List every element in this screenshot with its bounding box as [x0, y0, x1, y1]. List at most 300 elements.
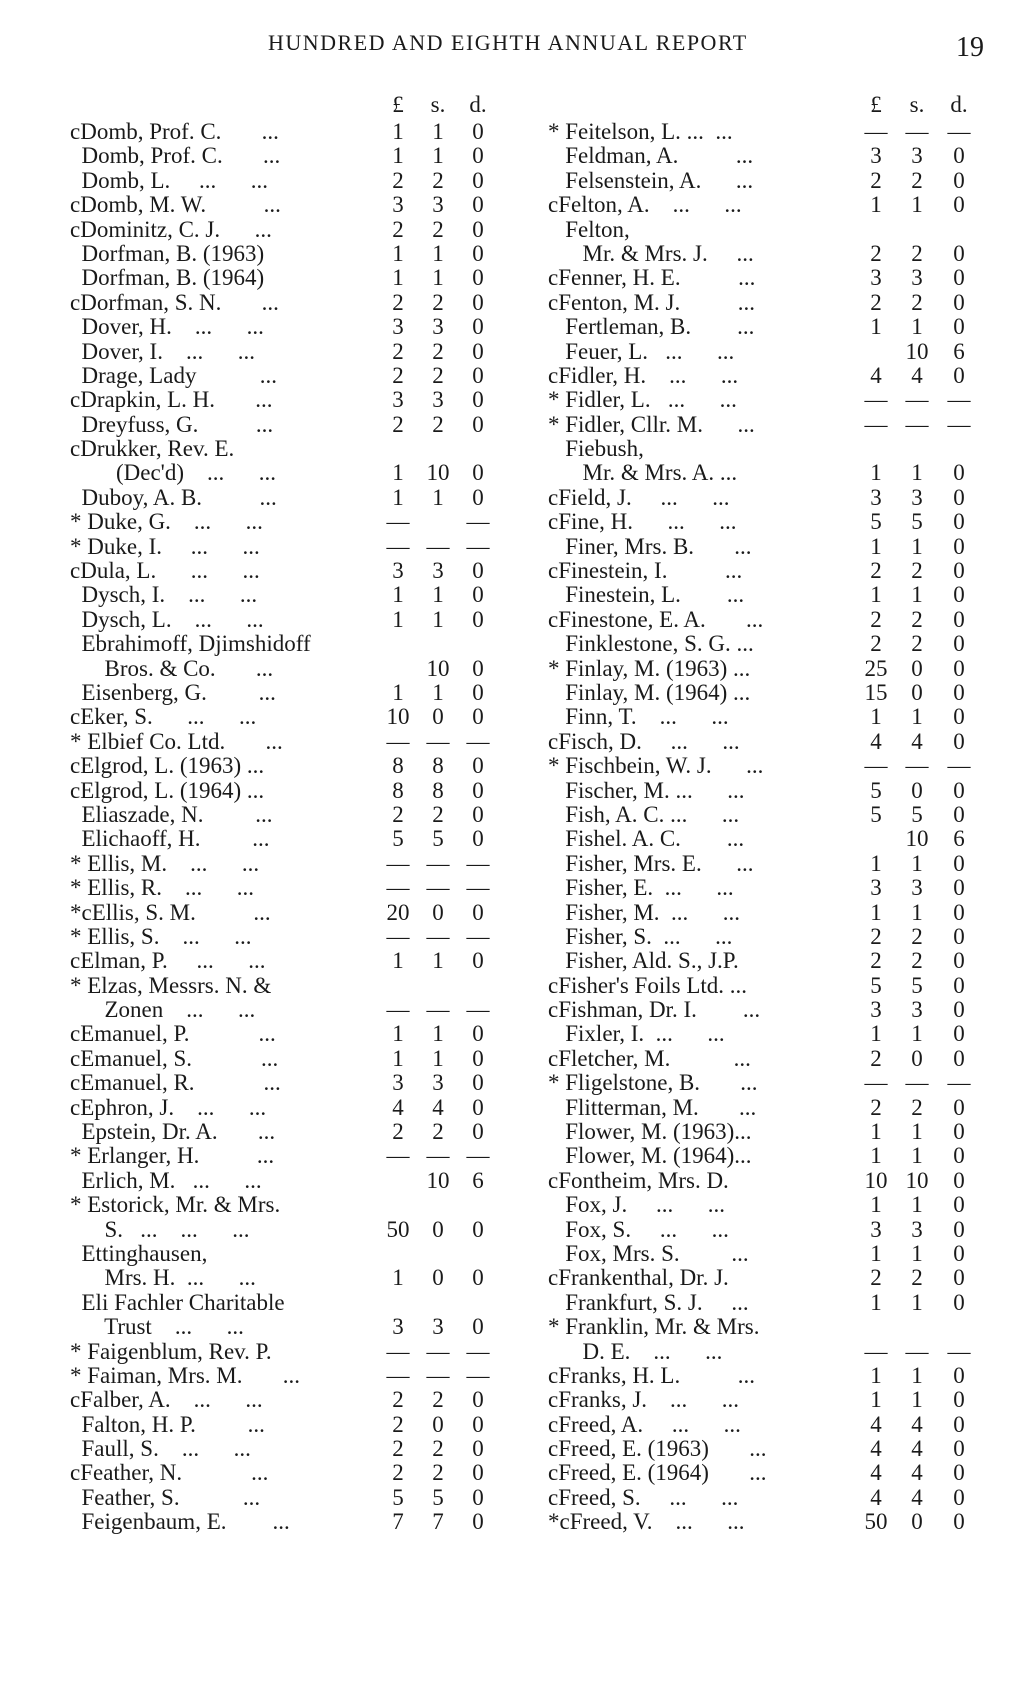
entry-name: Finestein, L. ... [548, 582, 745, 608]
list-item [548, 169, 998, 193]
list-item [548, 730, 998, 754]
list-item [548, 705, 998, 729]
entry-name: cElman, P. ... ... [70, 948, 266, 974]
entry-name: cFontheim, Mrs. D. [548, 1167, 729, 1193]
pounds-value: 2 [392, 1436, 404, 1462]
entry-name: Fox, S. ... ... [548, 1216, 729, 1242]
list-item [548, 632, 998, 656]
pence-value: 0 [953, 509, 965, 535]
shillings-value: 1 [432, 1021, 444, 1047]
shillings-heading: s. [909, 92, 925, 117]
list-item [70, 120, 510, 144]
pounds-value: 2 [392, 1411, 404, 1437]
shillings-value: 2 [432, 362, 444, 388]
entry-name: cFenner, H. E. ... [548, 265, 756, 291]
shillings-value: 5 [432, 826, 444, 852]
list-item [70, 315, 510, 339]
entry-name: cFreed, E. (1963) ... [548, 1436, 767, 1462]
entry-name: Ettinghausen, [70, 1240, 208, 1266]
shillings-value: 4 [432, 1094, 444, 1120]
entry-name: cEmanuel, S. ... [70, 1045, 279, 1071]
list-item [548, 754, 998, 778]
list-item [70, 1169, 510, 1193]
pence-value: 0 [472, 240, 484, 266]
entry-name: cDrapkin, L. H. ... [70, 387, 273, 413]
entry-name: Dorfman, B. (1964) [70, 265, 265, 291]
list-item [548, 681, 998, 705]
list-item [548, 437, 998, 461]
list-item [548, 1120, 998, 1144]
list-item [548, 925, 998, 949]
shillings-value: 8 [432, 777, 444, 803]
shillings-value: 1 [432, 948, 444, 974]
pence-value: 0 [953, 362, 965, 388]
entry-name: Felton, [548, 216, 630, 242]
pounds-value: 2 [870, 948, 882, 974]
pence-value: — [466, 1143, 490, 1169]
pence-value: 0 [472, 777, 484, 803]
entry-name: (Dec'd) ... ... [70, 460, 276, 486]
pounds-value: 2 [392, 338, 404, 364]
entry-name: cDomb, M. W. ... [70, 192, 281, 218]
list-item [70, 827, 510, 851]
entry-name: cDominitz, C. J. ... [70, 216, 272, 242]
entry-name: Flower, M. (1964)... [548, 1143, 752, 1169]
pence-value: 0 [472, 216, 484, 242]
list-item [548, 852, 998, 876]
pence-value: 0 [953, 1387, 965, 1413]
pence-value: 0 [472, 1216, 484, 1242]
list-item [548, 657, 998, 681]
entry-name: Eisenberg, G. ... [70, 679, 276, 705]
pounds-value: 2 [392, 167, 404, 193]
entry-name: cFranks, J. ... ... [548, 1387, 740, 1413]
entry-name: Frankfurt, S. J. ... [548, 1289, 749, 1315]
left-column [70, 92, 510, 1535]
shillings-value: 7 [432, 1509, 444, 1535]
pounds-value: 4 [870, 1436, 882, 1462]
pounds-value: — [386, 850, 410, 876]
pence-value: 0 [472, 484, 484, 510]
pence-value: 0 [953, 1484, 965, 1510]
shillings-value: 10 [905, 338, 929, 364]
list-item [70, 925, 510, 949]
entry-name: cFrankenthal, Dr. J. [548, 1265, 729, 1291]
entry-name: * Fidler, L. ... ... [548, 387, 737, 413]
shillings-value: 4 [911, 1460, 923, 1486]
money-header [70, 92, 510, 116]
list-item [548, 1437, 998, 1461]
entry-name: Ebrahimoff, Djimshidoff [70, 631, 311, 657]
list-item [70, 1242, 510, 1266]
list-item [548, 1169, 998, 1193]
list-item [548, 1510, 998, 1534]
pounds-value: — [864, 753, 888, 779]
pence-value: — [466, 923, 490, 949]
pence-value: 0 [953, 240, 965, 266]
pounds-value: 5 [870, 777, 882, 803]
entry-name: Domb, Prof. C. ... [70, 143, 281, 169]
pence-value: 0 [953, 1289, 965, 1315]
shillings-value: 2 [911, 167, 923, 193]
entry-name: Zonen ... ... [70, 997, 256, 1023]
shillings-value: 2 [432, 216, 444, 242]
shillings-value: — [905, 1338, 929, 1364]
pounds-value: 2 [870, 1265, 882, 1291]
pounds-value: 3 [870, 875, 882, 901]
list-item [70, 876, 510, 900]
pence-value: 0 [472, 289, 484, 315]
list-item [70, 461, 510, 485]
pence-value: 0 [472, 167, 484, 193]
pounds-value: 4 [870, 728, 882, 754]
pence-value: 0 [472, 1509, 484, 1535]
shillings-value: 2 [432, 1119, 444, 1145]
entry-name: cElgrod, L. (1963) ... [70, 753, 265, 779]
pence-value: 0 [953, 1362, 965, 1388]
list-item [548, 144, 998, 168]
entry-name: cFidler, H. ... ... [548, 362, 739, 388]
entry-name: cEker, S. ... ... [70, 704, 257, 730]
pence-value: — [947, 1070, 971, 1096]
list-item [70, 388, 510, 412]
entry-name: Faull, S. ... ... [70, 1436, 251, 1462]
pence-value: — [466, 1338, 490, 1364]
entry-name: cEphron, J. ... ... [70, 1094, 267, 1120]
list-item [70, 144, 510, 168]
entry-name: Elichaoff, H. ... [70, 826, 270, 852]
list-item [70, 242, 510, 266]
pence-value: 0 [472, 314, 484, 340]
list-item [70, 779, 510, 803]
pence-value: 0 [953, 850, 965, 876]
pence-value: 0 [472, 899, 484, 925]
pence-value: 0 [953, 899, 965, 925]
entry-name: Fox, Mrs. S. ... [548, 1240, 749, 1266]
pounds-value: 5 [870, 801, 882, 827]
shillings-value: 1 [911, 192, 923, 218]
pounds-value: 3 [392, 314, 404, 340]
pence-value: — [466, 997, 490, 1023]
entry-name: Flower, M. (1963)... [548, 1119, 752, 1145]
entry-name: cFalber, A. ... ... [70, 1387, 263, 1413]
pounds-value: 2 [392, 1387, 404, 1413]
pounds-value: 50 [864, 1509, 888, 1535]
entry-name: cDula, L. ... ... [70, 558, 260, 584]
entry-name: Drage, Lady ... [70, 362, 277, 388]
pounds-value: 2 [870, 240, 882, 266]
pounds-value: 2 [392, 362, 404, 388]
shillings-value: 2 [432, 1387, 444, 1413]
shillings-value: 1 [911, 1387, 923, 1413]
entry-name: cDrukker, Rev. E. [70, 436, 235, 462]
entry-name: cFisch, D. ... ... [548, 728, 740, 754]
pence-value: 0 [953, 1411, 965, 1437]
list-item [70, 730, 510, 754]
list-item [548, 1413, 998, 1437]
pence-value: 0 [953, 1436, 965, 1462]
shillings-value: 5 [911, 972, 923, 998]
pence-value: 0 [953, 777, 965, 803]
shillings-value: 1 [911, 899, 923, 925]
entry-name: Erlich, M. ... ... [70, 1167, 262, 1193]
shillings-value: 1 [911, 1192, 923, 1218]
pounds-value: 2 [392, 1119, 404, 1145]
shillings-value: — [426, 997, 450, 1023]
list-item [548, 291, 998, 315]
list-item [70, 583, 510, 607]
list-item [548, 364, 998, 388]
entry-name: Finn, T. ... ... [548, 704, 729, 730]
pounds-value: 1 [392, 265, 404, 291]
shillings-value: 2 [911, 631, 923, 657]
pence-value: 0 [953, 1045, 965, 1071]
shillings-value: 3 [911, 997, 923, 1023]
pounds-value: 1 [870, 192, 882, 218]
list-item [70, 535, 510, 559]
shillings-value: 10 [905, 826, 929, 852]
shillings-value: 0 [911, 679, 923, 705]
entry-name: Feigenbaum, E. ... [70, 1509, 290, 1535]
entry-name: Trust ... ... [70, 1314, 244, 1340]
entry-name: * Elzas, Messrs. N. & [70, 972, 272, 998]
entry-name: Dover, I. ... ... [70, 338, 255, 364]
entry-name: * Feitelson, L. ... ... [548, 119, 733, 144]
shillings-value: 3 [432, 558, 444, 584]
pence-value: 0 [953, 679, 965, 705]
entry-name: cFreed, S. ... ... [548, 1484, 739, 1510]
list-item [548, 876, 998, 900]
pounds-value: 50 [386, 1216, 410, 1242]
entry-name: cFenton, M. J. ... [548, 289, 755, 315]
list-item [548, 949, 998, 973]
pounds-value: — [386, 875, 410, 901]
shillings-value: 2 [432, 289, 444, 315]
shillings-value: 1 [911, 460, 923, 486]
entry-name: Dorfman, B. (1963) [70, 240, 265, 266]
pence-value: 0 [953, 1240, 965, 1266]
list-item [548, 1022, 998, 1046]
pounds-value: 2 [870, 631, 882, 657]
pence-value: 0 [953, 875, 965, 901]
entry-name: cEmanuel, R. ... [70, 1070, 281, 1096]
list-item [548, 559, 998, 583]
pounds-value: 1 [392, 606, 404, 632]
pence-value: 0 [953, 1021, 965, 1047]
pounds-value: 4 [870, 1460, 882, 1486]
shillings-value: — [426, 533, 450, 559]
pence-value: 0 [953, 167, 965, 193]
list-item [548, 1486, 998, 1510]
entry-name: Fish, A. C. ... ... [548, 801, 740, 827]
shillings-value: — [905, 753, 929, 779]
pence-value: 0 [953, 533, 965, 559]
shillings-value: 1 [911, 704, 923, 730]
pence-value: 0 [953, 948, 965, 974]
shillings-value: 2 [911, 948, 923, 974]
pounds-value: 2 [392, 801, 404, 827]
list-item [548, 1071, 998, 1095]
shillings-value: 0 [911, 1045, 923, 1071]
pence-value: 6 [472, 1167, 484, 1193]
pence-value: 0 [472, 192, 484, 218]
pence-value: 6 [953, 338, 965, 364]
pence-value: 0 [953, 801, 965, 827]
pounds-value: 5 [392, 1484, 404, 1510]
entry-name: cFletcher, M. ... [548, 1045, 751, 1071]
list-item [70, 901, 510, 925]
pounds-value: 1 [870, 1240, 882, 1266]
shillings-value: 1 [911, 1289, 923, 1315]
pence-value: 0 [953, 265, 965, 291]
pounds-value: 1 [392, 119, 404, 144]
pounds-value: 2 [392, 216, 404, 242]
pence-value: 0 [472, 265, 484, 291]
entry-name: Felsenstein, A. ... [548, 167, 754, 193]
pounds-value: 1 [870, 704, 882, 730]
shillings-value: 1 [432, 606, 444, 632]
list-item [548, 1364, 998, 1388]
shillings-value: 1 [911, 1119, 923, 1145]
pence-value: 0 [953, 484, 965, 510]
pounds-value: 1 [870, 1289, 882, 1315]
pence-value: — [466, 728, 490, 754]
entry-name: Bros. & Co. ... [70, 655, 274, 681]
shillings-value: 8 [432, 753, 444, 779]
shillings-value: 4 [911, 1436, 923, 1462]
pence-value: 0 [953, 143, 965, 169]
shillings-value: — [426, 1143, 450, 1169]
pounds-value: 1 [870, 314, 882, 340]
list-item [70, 1120, 510, 1144]
shillings-value: 3 [432, 387, 444, 413]
shillings-value: 2 [911, 240, 923, 266]
list-item [70, 608, 510, 632]
shillings-value: — [905, 387, 929, 413]
entry-name: Flitterman, M. ... [548, 1094, 757, 1120]
list-item [70, 1486, 510, 1510]
pounds-value: 7 [392, 1509, 404, 1535]
entry-name: cFisher's Foils Ltd. ... [548, 972, 748, 998]
entry-name: * Duke, G. ... ... [70, 509, 263, 535]
shillings-value: 2 [911, 289, 923, 315]
shillings-value: 2 [432, 1436, 444, 1462]
list-item [548, 1218, 998, 1242]
list-item [70, 1071, 510, 1095]
entry-name: Eliaszade, N. ... [70, 801, 273, 827]
list-item [70, 657, 510, 681]
shillings-value: 1 [432, 119, 444, 144]
shillings-value: 0 [432, 899, 444, 925]
pounds-value: 2 [870, 167, 882, 193]
pounds-heading: £ [870, 92, 882, 117]
pence-value: — [466, 509, 490, 535]
list-item [70, 413, 510, 437]
list-item [70, 559, 510, 583]
pence-value: 0 [953, 1192, 965, 1218]
list-item [548, 218, 998, 242]
shillings-value: 3 [432, 1314, 444, 1340]
pounds-value: 2 [870, 923, 882, 949]
entry-name: * Faiman, Mrs. M. ... [70, 1362, 300, 1388]
shillings-value: 2 [911, 1265, 923, 1291]
pence-value: 0 [472, 826, 484, 852]
entry-name: cFishman, Dr. I. ... [548, 997, 761, 1023]
list-item [70, 510, 510, 534]
entry-name: Duboy, A. B. ... [70, 484, 277, 510]
shillings-value: — [426, 728, 450, 754]
pounds-value: 1 [870, 582, 882, 608]
pounds-value: — [386, 1362, 410, 1388]
entry-name: Dover, H. ... ... [70, 314, 264, 340]
shillings-value: 0 [432, 1411, 444, 1437]
shillings-value: 2 [432, 801, 444, 827]
pounds-value: 5 [392, 826, 404, 852]
list-item [548, 1144, 998, 1168]
list-item [548, 583, 998, 607]
list-item [70, 852, 510, 876]
pounds-value: 20 [386, 899, 410, 925]
pounds-value: 15 [864, 679, 888, 705]
shillings-value: 1 [911, 582, 923, 608]
page-number: 19 [956, 32, 984, 63]
pence-value: 0 [472, 1387, 484, 1413]
pence-value: 0 [472, 1021, 484, 1047]
pounds-value: 4 [870, 1411, 882, 1437]
pence-value: 0 [472, 753, 484, 779]
pounds-value: 1 [870, 1119, 882, 1145]
pounds-value: 10 [864, 1167, 888, 1193]
list-item [70, 437, 510, 461]
shillings-value: 1 [432, 143, 444, 169]
entry-name: Fixler, I. ... ... [548, 1021, 725, 1047]
shillings-value: 1 [911, 1021, 923, 1047]
entry-name: cFinestone, E. A. ... [548, 606, 764, 632]
shillings-value: 10 [426, 1167, 450, 1193]
list-item [548, 827, 998, 851]
shillings-value: 2 [432, 1460, 444, 1486]
list-item [70, 1437, 510, 1461]
pounds-value: 1 [870, 1362, 882, 1388]
pounds-value: 2 [870, 558, 882, 584]
pounds-value: 1 [870, 850, 882, 876]
pounds-value: 2 [870, 289, 882, 315]
pounds-value: — [864, 1070, 888, 1096]
pence-value: 0 [472, 338, 484, 364]
list-item [70, 364, 510, 388]
entry-name: *cFreed, V. ... ... [548, 1509, 745, 1535]
entry-name: * Estorick, Mr. & Mrs. [70, 1192, 281, 1218]
pence-value: 0 [953, 558, 965, 584]
pounds-value: 1 [392, 484, 404, 510]
pence-value: 0 [472, 411, 484, 437]
list-item [70, 486, 510, 510]
pounds-value: — [864, 387, 888, 413]
pounds-value: 2 [870, 606, 882, 632]
list-item [548, 413, 998, 437]
list-item [70, 1461, 510, 1485]
entry-name: Finlay, M. (1964) ... [548, 679, 751, 705]
entry-name: Feuer, L. ... ... [548, 338, 735, 364]
entry-name: Eli Fachler Charitable [70, 1289, 285, 1315]
list-item [70, 1510, 510, 1534]
list-item [548, 1266, 998, 1290]
shillings-value: — [905, 1070, 929, 1096]
pence-value: 0 [472, 1436, 484, 1462]
shillings-value: — [905, 411, 929, 437]
shillings-value: 2 [432, 167, 444, 193]
entry-name: * Erlanger, H. ... [70, 1143, 275, 1169]
